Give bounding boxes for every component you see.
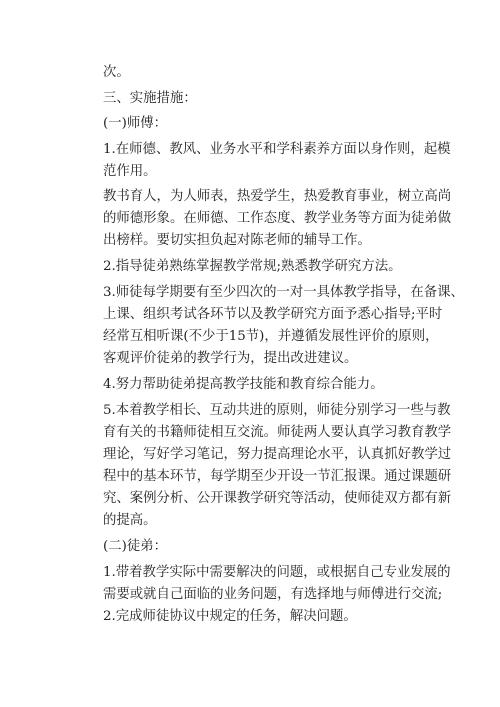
text-line-13: 客观评价徒弟的教学行为，提出改进建议。 [103, 351, 358, 366]
text-line-8: 出榜样。要切实担负起对陈老师的辅导工作。 [103, 233, 371, 248]
text-line-14: 4.努力帮助徒弟提高教学技能和教育综合能力。 [103, 377, 384, 392]
text-line-6: 教书育人，为人师表，热爱学生，热爱教育事业，树立高尚 [103, 189, 452, 204]
text-line-5: 范作用。 [103, 164, 157, 179]
text-line-12: 经常互相听课(不少于15节)，并遵循发展性评价的原则， [103, 329, 439, 344]
text-line-4: 1.在师德、教风、业务水平和学科素养方面以身作则，起模 [103, 142, 451, 157]
text-line-7: 的师德形象。在师德、工作态度、教学业务等方面为徒弟做 [103, 211, 452, 226]
text-line-11: 上课、组织考试各环节以及教学研究方面予悉心指导;平时 [103, 307, 443, 322]
text-line-22: 1.带着教学实际中需要解决的问题，或根据自己专业发展的 [103, 565, 451, 580]
text-line-15: 5.本着教学相长、互动共进的原则，师徒分别学习一些与教 [103, 403, 451, 418]
text-line-2: 三、实施措施： [103, 91, 197, 106]
text-line-20: 的提高。 [103, 513, 157, 528]
text-line-18: 程中的基本环节，每学期至少开设一节汇报课。通过课题研 [103, 469, 452, 484]
text-line-3: (一)师傅： [103, 116, 168, 131]
text-line-1: 次。 [103, 65, 130, 80]
text-line-10: 3.师徒每学期要有至少四次的一对一具体教学指导，在备课、 [103, 285, 464, 300]
text-line-23: 需要或就自己面临的业务问题，有选择地与师傅进行交流; [103, 587, 443, 602]
text-line-17: 理论，写好学习笔记，努力提高理论水平，认真抓好教学过 [103, 447, 452, 462]
text-line-21: (二)徒弟： [103, 539, 168, 554]
text-line-24: 2.完成师徒协议中规定的任务，解决问题。 [103, 609, 357, 624]
text-line-16: 育有关的书籍师徒相互交流。师徒两人要认真学习教育教学 [103, 425, 452, 440]
text-line-19: 究、案例分析、公开课教学研究等活动，使师徒双方都有新 [103, 491, 452, 506]
text-line-9: 2.指导徒弟熟练掌握教学常规;熟悉教学研究方法。 [103, 259, 402, 274]
